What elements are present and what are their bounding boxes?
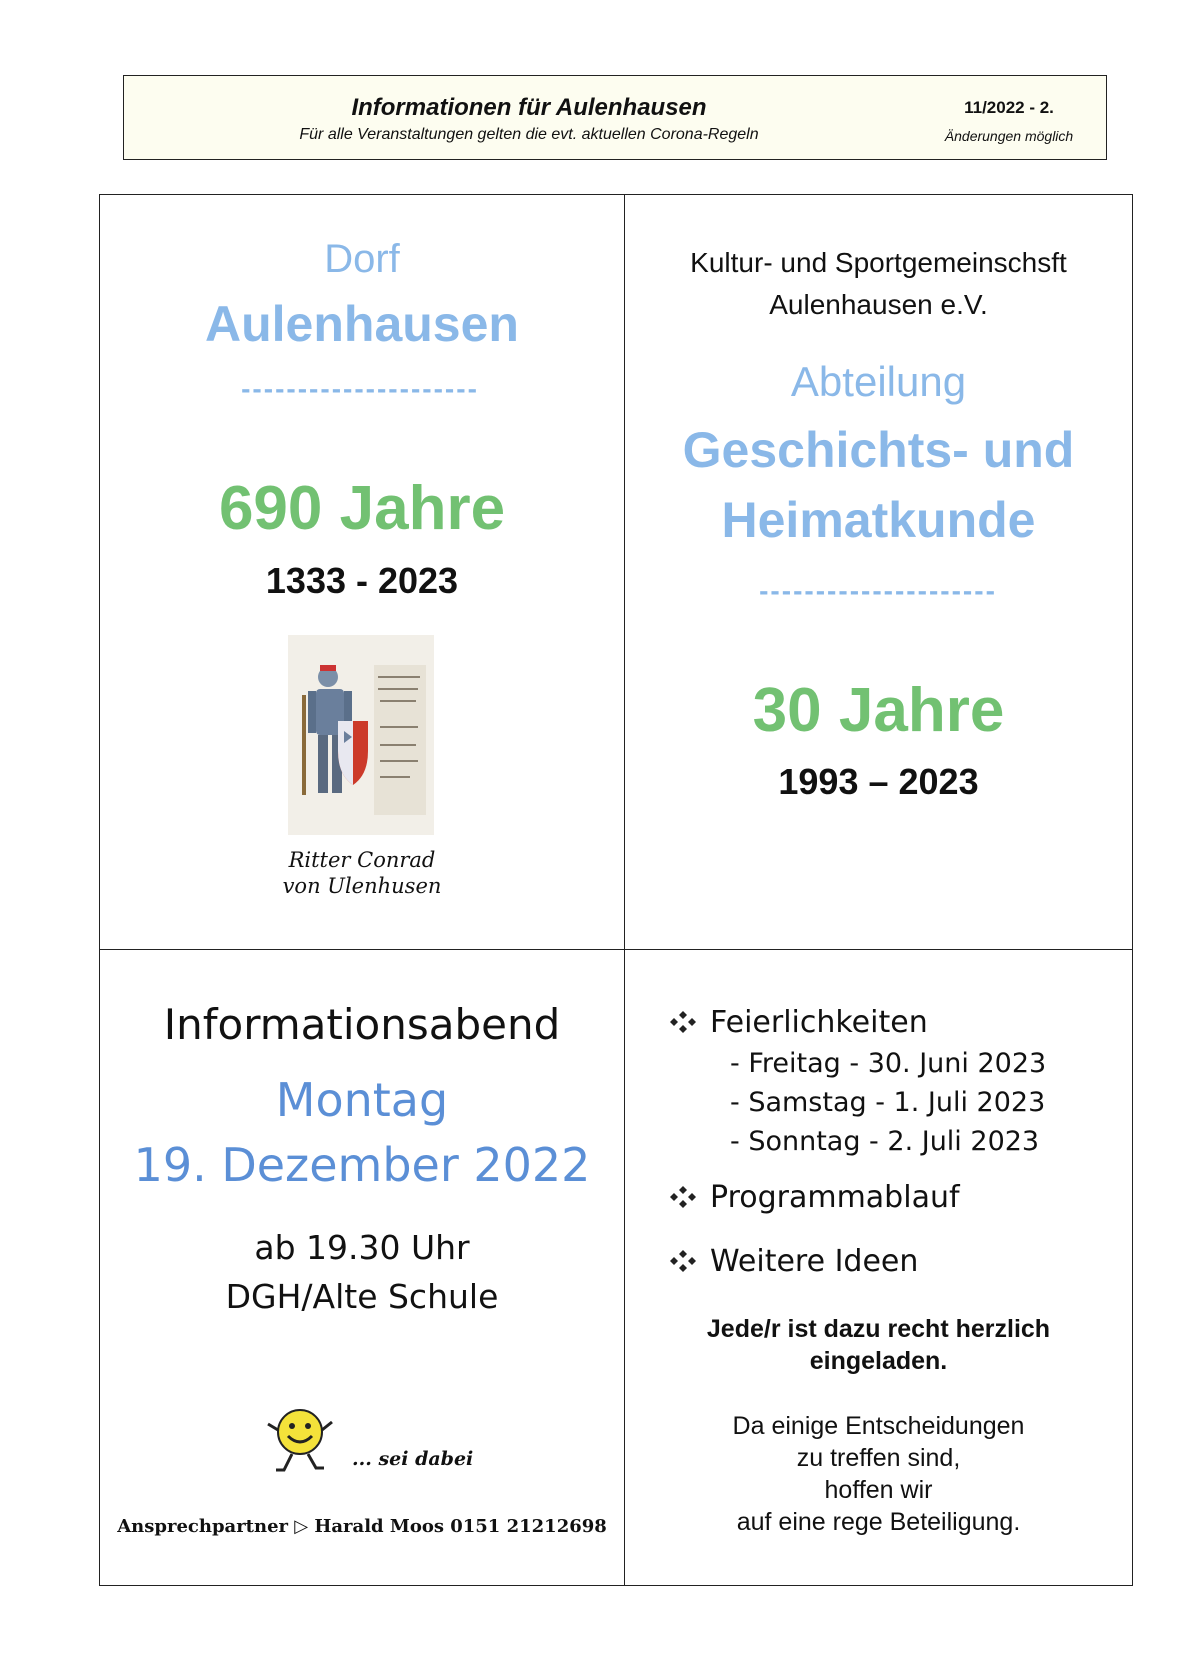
- village-label: Dorf: [324, 237, 400, 281]
- knight-caption-line1: Ritter Conrad: [288, 848, 436, 872]
- club-name-line1: Kultur- und Sportgemeinschsft: [690, 247, 1067, 278]
- event-location: DGH/Alte Schule: [225, 1277, 499, 1316]
- topic-ideas: Weitere Ideen: [710, 1243, 919, 1279]
- smiley-icon: [260, 1400, 340, 1480]
- topic-celebrations: Feierlichkeiten: [710, 1004, 928, 1040]
- diamond-bullet-icon: [670, 1009, 696, 1035]
- event-date: 19. Dezember 2022: [133, 1138, 591, 1192]
- topic-item: [670, 1000, 1110, 1044]
- topic-programme: Programmablauf: [710, 1179, 960, 1215]
- header-subtitle: Für alle Veranstaltungen gelten die evt. aktuellen Corona-Regeln: [299, 126, 759, 143]
- panel-club-anniversary: [625, 195, 1132, 949]
- date-sunday: - Sonntag - 2. Juli 2023: [730, 1126, 1040, 1157]
- knight-illustration: [288, 635, 434, 835]
- issue-number: 11/2022 - 2.: [964, 98, 1054, 117]
- event-time: ab 19.30 Uhr: [254, 1228, 470, 1267]
- diamond-bullet-icon: [670, 1184, 696, 1210]
- club-anniversary-title: 30 Jahre: [752, 676, 1005, 745]
- note-line1: Da einige Entscheidungen: [732, 1412, 1025, 1440]
- anniversary-title: 690 Jahre: [218, 474, 506, 543]
- flyer-grid: [99, 194, 1133, 1586]
- note-line4: auf eine rege Beteiligung.: [736, 1508, 1021, 1536]
- dashed-divider: ---------------------: [241, 373, 479, 404]
- topic-item: [670, 1239, 1110, 1283]
- contact-person: Ansprechpartner ▷ Harald Moos 0151 21212698: [117, 1516, 607, 1537]
- invitation-line2: eingeladen.: [809, 1347, 948, 1375]
- knight-caption-line2: von Ulenhusen: [282, 874, 442, 898]
- department-name-line2: Heimatkunde: [721, 492, 1036, 548]
- topics-list: [670, 1000, 1110, 1283]
- club-anniversary-years: 1993 – 2023: [778, 761, 979, 802]
- village-name: Aulenhausen: [205, 296, 519, 352]
- dashed-divider: ---------------------: [759, 575, 997, 606]
- event-day: Montag: [275, 1073, 449, 1127]
- department-name-line1: Geschichts- und: [682, 422, 1075, 478]
- invitation-line1: Jede/r ist dazu recht herzlich: [706, 1315, 1051, 1343]
- newsletter-header: [123, 75, 1107, 160]
- note-line3: hoffen wir: [824, 1476, 933, 1504]
- panel-village-anniversary: [100, 195, 624, 949]
- header-title: Informationen für Aulenhausen: [351, 94, 707, 121]
- note-line2: zu treffen sind,: [796, 1444, 961, 1472]
- panel-info-evening: [100, 950, 624, 1585]
- join-us-text: ... sei dabei: [352, 1448, 474, 1470]
- department-label: Abteilung: [790, 358, 967, 405]
- date-saturday: - Samstag - 1. Juli 2023: [730, 1087, 1046, 1118]
- diamond-bullet-icon: [670, 1248, 696, 1274]
- date-friday: - Freitag - 30. Juni 2023: [730, 1048, 1047, 1079]
- changes-note: Änderungen möglich: [944, 128, 1074, 144]
- anniversary-years: 1333 - 2023: [265, 560, 459, 601]
- info-evening-heading: Informationsabend: [163, 1000, 561, 1049]
- club-name-line2: Aulenhausen e.V.: [769, 289, 988, 320]
- panel-topics: [625, 950, 1132, 1585]
- topic-item: [670, 1175, 1110, 1219]
